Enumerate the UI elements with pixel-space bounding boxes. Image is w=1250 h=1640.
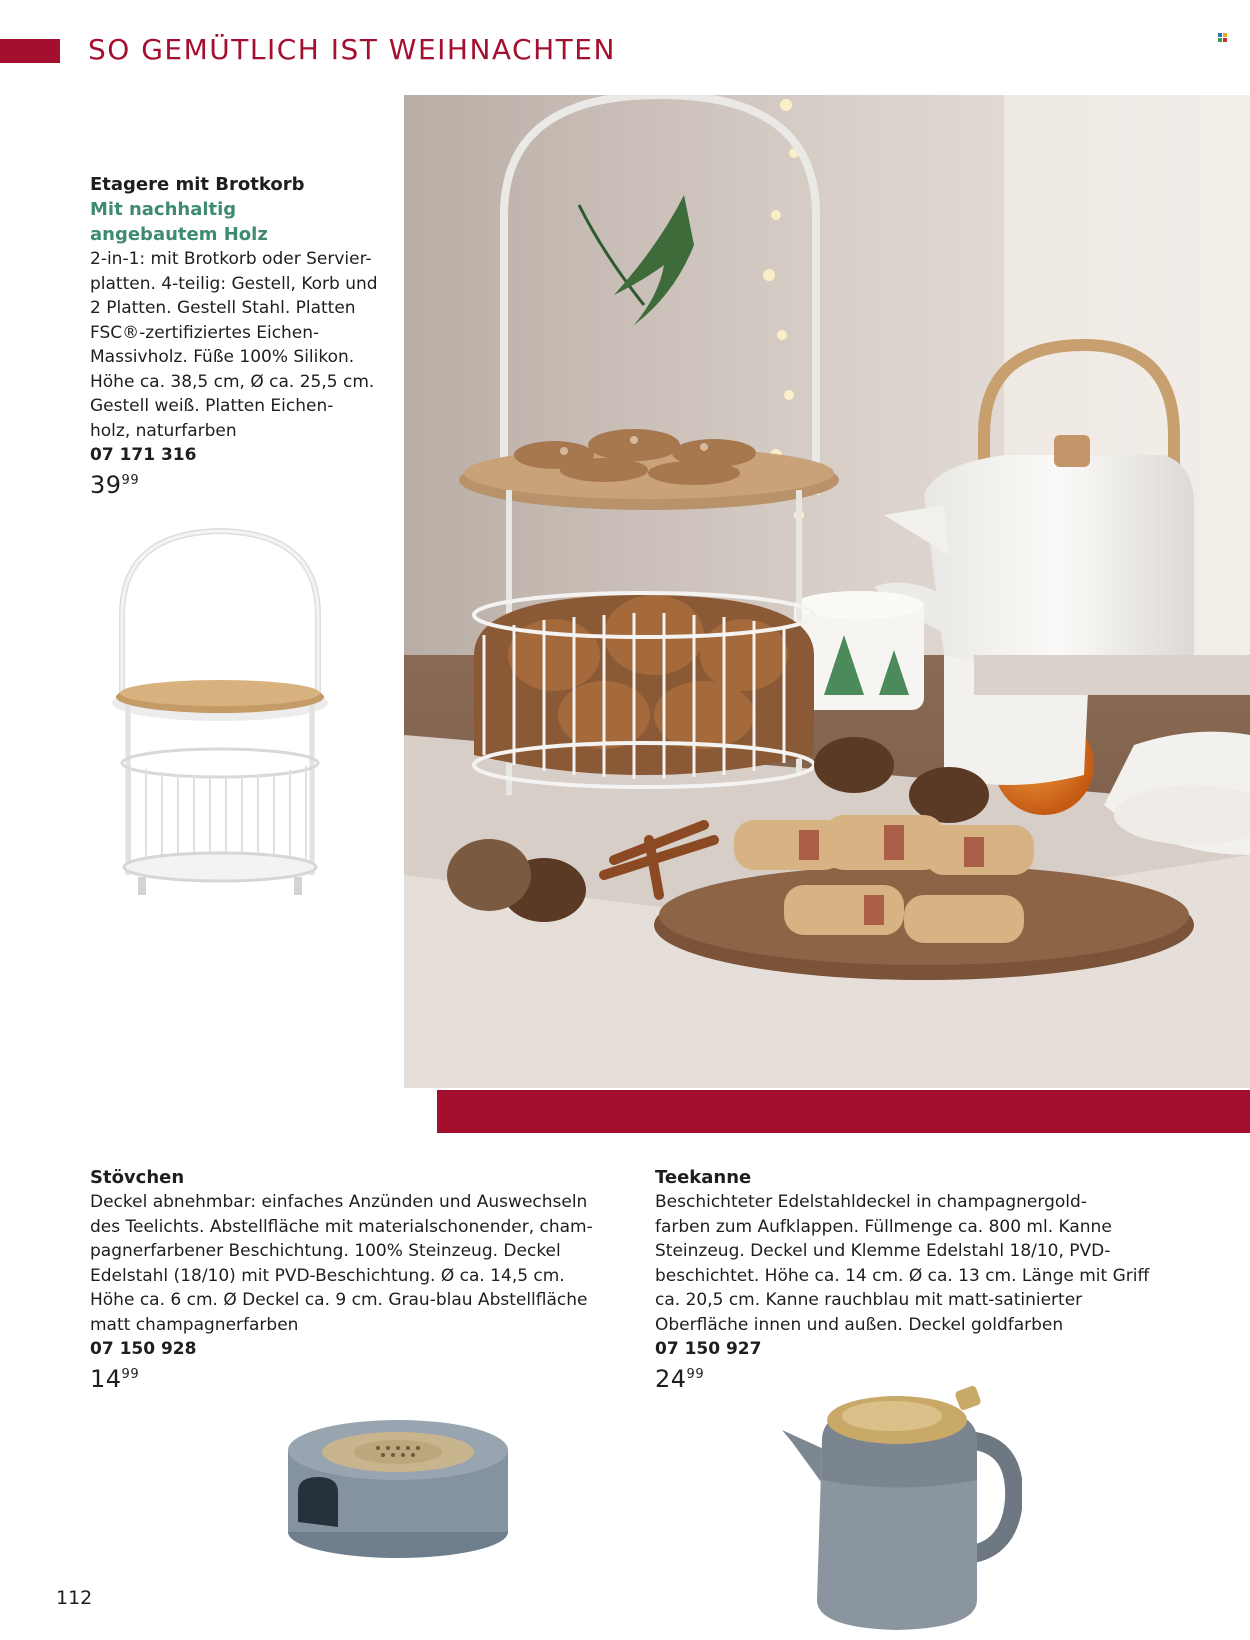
hero-photo: [404, 95, 1250, 1088]
article-number: 07 150 928: [90, 1339, 197, 1359]
article-number: 07 171 316: [90, 445, 197, 465]
product-description: [655, 1190, 1215, 1337]
price: $14^{99}$: [90, 1365, 140, 1393]
teekanne-product-image: [782, 1380, 1022, 1635]
page-title: SO GEMÜTLICH IST WEIHNACHTEN: [88, 33, 616, 66]
section-divider-band: [437, 1090, 1250, 1133]
product-title: Etagere mit Brotkorb: [90, 174, 305, 195]
desc-line: Höhe ca. 38,5 cm, Ø ca. 25,5 cm.: [90, 371, 375, 392]
price: $24^{99}$: [655, 1365, 705, 1393]
desc-line: holz, naturfarben: [90, 420, 237, 441]
product-description: [90, 1190, 610, 1337]
product-subtitle: Mit nachhaltig: [90, 199, 237, 220]
desc-line: beschichtet. Höhe ca. 14 cm. Ø ca. 13 cm. Länge mit Griff: [655, 1265, 1150, 1286]
product-etagere: [90, 172, 390, 499]
desc-line: platten. 4-teilig: Gestell, Korb und: [90, 273, 378, 294]
header-accent-bar: [0, 39, 60, 63]
desc-line: Edelstahl (18/10) mit PVD-Beschichtung. Ø ca. 14,5 cm.: [90, 1265, 565, 1286]
product-title: Teekanne: [655, 1167, 752, 1188]
etagere-product-image: [100, 525, 340, 915]
desc-line: FSC®-zertifiziertes Eichen-: [90, 322, 320, 343]
product-stoevchen: [90, 1165, 610, 1393]
desc-line: Höhe ca. 6 cm. Ø Deckel ca. 9 cm. Grau-blau Abstellfläche: [90, 1290, 588, 1310]
price: $39^{99}$: [90, 471, 140, 499]
desc-line: Deckel abnehmbar: einfaches Anzünden und Auswechseln: [90, 1192, 588, 1212]
desc-line: Steinzeug. Deckel und Klemme Edelstahl 18/10, PVD-: [655, 1241, 1111, 1261]
desc-line: farben zum Aufklappen. Füllmenge ca. 800 ml. Kanne: [655, 1216, 1112, 1237]
desc-line: 2-in-1: mit Brotkorb oder Servier-: [90, 249, 372, 269]
logo-icon: [1218, 33, 1228, 41]
desc-line: Massivholz. Füße 100% Silikon.: [90, 347, 355, 367]
desc-line: matt champagnerfarben: [90, 1314, 299, 1335]
desc-line: Oberfläche innen und außen. Deckel goldfarben: [655, 1314, 1064, 1335]
page-number: 112: [56, 1587, 93, 1609]
stoevchen-product-image: [283, 1412, 513, 1562]
desc-line: ca. 20,5 cm. Kanne rauchblau mit matt-satinierter: [655, 1290, 1083, 1310]
desc-line: Gestell weiß. Platten Eichen-: [90, 396, 334, 416]
product-title: Stövchen: [90, 1167, 185, 1188]
desc-line: des Teelichts. Abstellfläche mit materialschonender, cham-: [90, 1216, 593, 1237]
product-description: [90, 247, 390, 443]
article-number: 07 150 927: [655, 1339, 762, 1359]
desc-line: pagnerfarbener Beschichtung. 100% Steinzeug. Deckel: [90, 1241, 561, 1261]
product-subtitle: angebautem Holz: [90, 224, 268, 245]
product-teekanne: [655, 1165, 1215, 1393]
desc-line: 2 Platten. Gestell Stahl. Platten: [90, 298, 356, 318]
desc-line: Beschichteter Edelstahldeckel in champagnergold-: [655, 1192, 1087, 1212]
